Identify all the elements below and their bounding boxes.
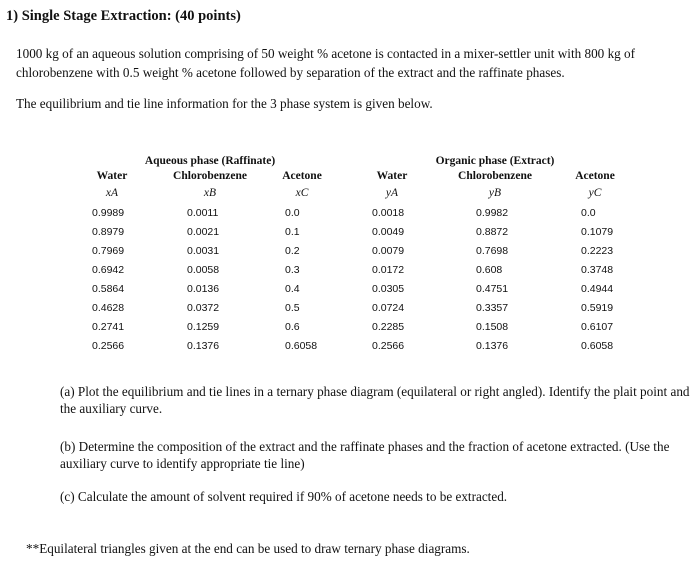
question-a: (a) Plot the equilibrium and tie lines in a ternary phase diagram (equilateral or right angled). Identify the plait point and the auxiliary curve.	[60, 384, 690, 416]
symbol-yc: yC	[588, 187, 602, 199]
table-cell: 0.0	[285, 207, 300, 219]
symbol-xa: xA	[105, 187, 119, 199]
table-cell: 0.9989	[92, 207, 125, 219]
table-cell: 0.6058	[285, 340, 318, 352]
table-cell: 0.3357	[476, 302, 509, 314]
table-cell: 0.0136	[187, 283, 220, 295]
table-cell: 0.9982	[476, 207, 509, 219]
table-cell: 0.5919	[581, 302, 614, 314]
col-header-water-raffinate: Water	[96, 170, 128, 182]
table-cell: 0.2	[285, 245, 300, 257]
table-cell: 0.1259	[187, 321, 220, 333]
col-header-acetone-raffinate: Acetone	[282, 170, 322, 182]
table-cell: 0.4751	[476, 283, 509, 295]
col-header-chlorobenzene-raffinate: Chlorobenzene	[173, 170, 247, 182]
data-column-water-raffinate	[92, 204, 124, 356]
table-cell: 0.2741	[92, 321, 125, 333]
data-column-chlorobenzene-raffinate	[187, 204, 219, 356]
symbol-xb: xB	[203, 187, 217, 199]
organic-phase-title-text: Organic phase (Extract)	[435, 155, 555, 167]
table-cell: 0.0305	[372, 283, 405, 295]
table-cell: 0.0011	[187, 207, 219, 219]
equilibrium-info-text: The equilibrium and tie line information for the 3 phase system is given below.	[16, 96, 433, 111]
col-header-acetone-extract: Acetone	[575, 170, 615, 182]
table-cell: 0.2566	[372, 340, 405, 352]
table-cell: 0.4	[285, 283, 300, 295]
table-cell: 0.5	[285, 302, 300, 314]
table-cell: 0.3	[285, 264, 300, 276]
table-cell: 0.5864	[92, 283, 125, 295]
symbol-yb: yB	[488, 187, 502, 199]
table-cell: 0.2223	[581, 245, 614, 257]
table-cell: 0.2566	[92, 340, 125, 352]
table-cell: 0.0724	[372, 302, 405, 314]
table-cell: 0.6	[285, 321, 300, 333]
organic-phase-title	[420, 155, 570, 168]
table-cell: 0.1508	[476, 321, 509, 333]
aqueous-phase-title	[135, 155, 285, 168]
table-cell: 0.4944	[581, 283, 614, 295]
table-cell: 0.0079	[372, 245, 405, 257]
problem-intro: 1000 kg of an aqueous solution comprising of 50 weight % acetone is contacted in a mixer-settler unit with 800 kg of chlorobenzene with 0.5 weight % acetone followed by separation of the extract and the raffinate phases.	[16, 46, 636, 80]
symbol-xc: xC	[295, 187, 309, 199]
data-column-water-extract	[372, 204, 404, 356]
table-cell: 0.1	[285, 226, 300, 238]
symbol-ya: yA	[385, 187, 399, 199]
footnote: **Equilateral triangles given at the end can be used to draw ternary phase diagrams.	[26, 541, 470, 556]
table-cell: 0.7698	[476, 245, 509, 257]
table-cell: 0.0031	[187, 245, 220, 257]
data-column-chlorobenzene-extract	[476, 204, 508, 356]
table-cell: 0.0172	[372, 264, 405, 276]
table-cell: 0.608	[476, 264, 503, 276]
table-cell: 0.4628	[92, 302, 125, 314]
table-cell: 0.7969	[92, 245, 125, 257]
table-cell: 0.6058	[581, 340, 614, 352]
table-cell: 0.6942	[92, 264, 125, 276]
problem-heading: 1) Single Stage Extraction: (40 points)	[6, 8, 241, 24]
table-cell: 0.0058	[187, 264, 220, 276]
table-cell: 0.3748	[581, 264, 614, 276]
table-cell: 0.0372	[187, 302, 220, 314]
question-b: (b) Determine the composition of the extract and the raffinate phases and the fraction of acetone extracted. (Use the auxiliary curve to identify appropriate tie line)	[60, 439, 670, 471]
data-column-acetone-raffinate	[285, 204, 317, 356]
table-cell: 0.0021	[187, 226, 220, 238]
table-cell: 0.0018	[372, 207, 405, 219]
table-cell: 0.1079	[581, 226, 614, 238]
table-cell: 0.8979	[92, 226, 125, 238]
aqueous-phase-title-text: Aqueous phase (Raffinate)	[144, 155, 276, 167]
table-cell: 0.6107	[581, 321, 614, 333]
table-cell: 0.8872	[476, 226, 509, 238]
table-cell: 0.1376	[476, 340, 509, 352]
col-header-water-extract: Water	[376, 170, 408, 182]
table-cell: 0.1376	[187, 340, 220, 352]
data-column-acetone-extract	[581, 204, 613, 356]
col-header-chlorobenzene-extract: Chlorobenzene	[458, 170, 532, 182]
table-cell: 0.0	[581, 207, 596, 219]
table-cell: 0.0049	[372, 226, 405, 238]
question-c: (c) Calculate the amount of solvent required if 90% of acetone needs to be extracted.	[60, 489, 508, 504]
table-cell: 0.2285	[372, 321, 405, 333]
